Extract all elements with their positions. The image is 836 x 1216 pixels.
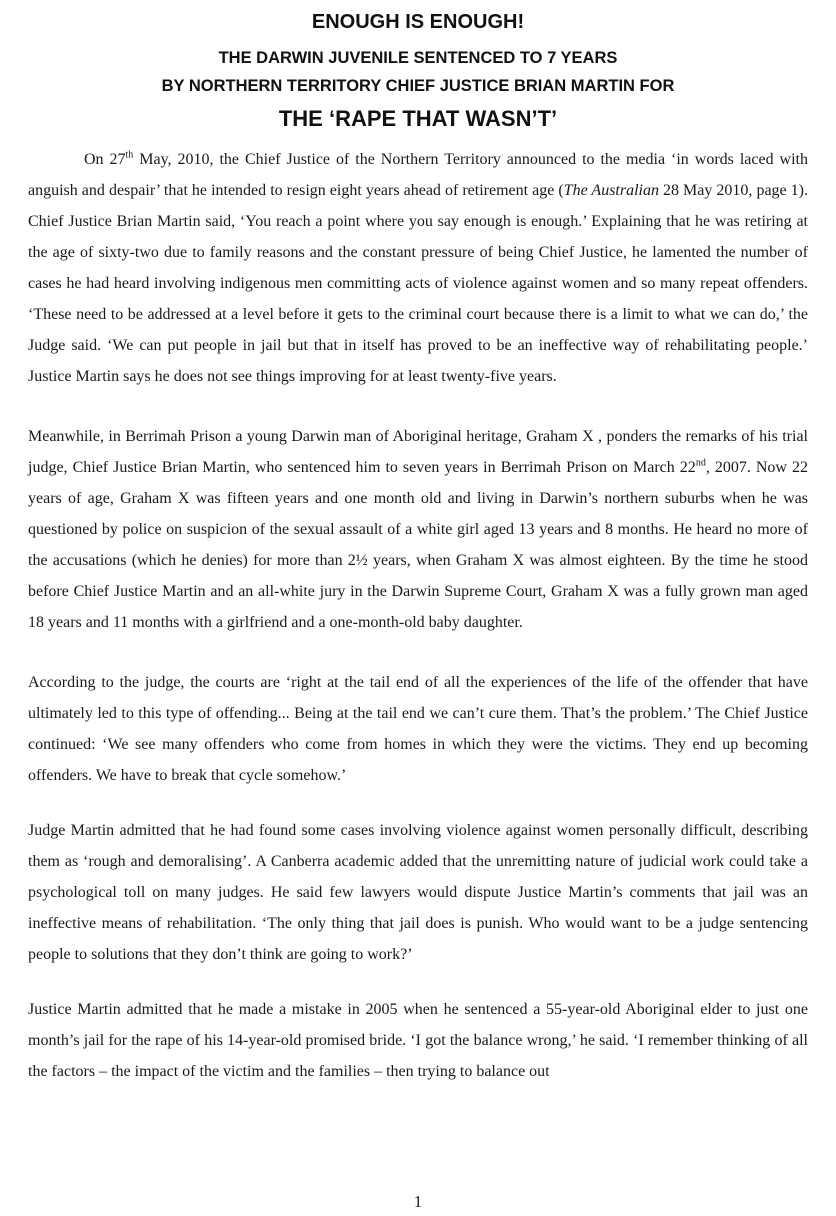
paragraph-2-text-b: , 2007. Now 22 years of age, Graham X was fifteen years and one month old and living in Darwin’s northern suburbs when he was questioned by police on suspicion of the sexual assault of a white girl aged 13 years and 8 months. He heard no more of the accusations (which he denies) for more than 2½ years, when Graham X was almost eighteen. By the time he stood before Chief Justice Martin and an all-white jury in the Darwin Supreme Court, Graham X was a fully grown man aged 18 years and 11 months with a girlfriend and a one-month-old baby daughter. — [28, 459, 808, 631]
document-subtitle-line-2: BY NORTHERN TERRITORY CHIEF JUSTICE BRIAN MARTIN FOR — [161, 77, 675, 95]
paragraph-1-text-c: 28 May 2010, page 1). Chief Justice Brian Martin said, ‘You reach a point where you say enough is enough.’ Explaining that he was retiring at the age of sixty-two due to family reasons and the constant pressure of being Chief Justice, he lamented the number of cases he had heard involving indigenous men committing acts of violence against women and so many repeat offenders. ‘These need to be addressed at a level before it gets to the criminal court because there is a limit to what we can do,’ the Judge said. ‘We can put people in jail but that in itself has proved to be an ineffective way of rehabilitating people.’ Justice Martin says he does not see things improving for at least twenty-five years. — [28, 182, 809, 385]
document-subtitle-line-1: THE DARWIN JUVENILE SENTENCED TO 7 YEARS — [218, 49, 618, 67]
paragraph-2-superscript: nd — [695, 457, 706, 469]
document-headline: THE ‘RAPE THAT WASN’T’ — [278, 106, 558, 131]
document-title: ENOUGH IS ENOUGH! — [311, 11, 525, 33]
paragraph-1-superscript: th — [125, 149, 134, 161]
paragraph-2-text-a: Meanwhile, in Berrimah Prison a young Darwin man of Aboriginal heritage, Graham X , ponders the remarks of his trial judge, Chief Justice Brian Martin, who sentenced him to seven years in Berrimah Prison on March 22 — [28, 428, 808, 476]
paragraph-1-publication-title: The Australian — [563, 182, 659, 199]
paragraph-4: Judge Martin admitted that he had found some cases involving violence against women personally difficult, describing them as ‘rough and demoralising’. A Canberra academic added that the unremitting nature of judicial work could take a psychological toll on many judges. He said few lawyers would dispute Justice Martin’s comments that jail was an ineffective means of rehabilitation. ‘The only thing that jail does is punish. Who would want to be a judge sentencing people to solutions that they don’t think are going to work?’ — [28, 822, 808, 963]
paragraph-2 — [28, 421, 808, 638]
paragraph-1 — [28, 144, 808, 392]
page-number: 1 — [413, 1192, 423, 1211]
paragraph-5: Justice Martin admitted that he made a mistake in 2005 when he sentenced a 55-year-old Aboriginal elder to just one month’s jail for the rape of his 14-year-old promised bride. ‘I got the balance wrong,’ he said. ‘I remember thinking of all the factors – the impact of the victim and the families – then trying to balance out — [28, 1001, 808, 1080]
paragraph-3: According to the judge, the courts are ‘right at the tail end of all the experiences of the life of the offender that have ultimately led to this type of offending... Being at the tail end we can’t cure them. That’s the problem.’ The Chief Justice continued: ‘We see many offenders who come from homes in which they were the victims. They end up becoming offenders. We have to break that cycle somehow.’ — [28, 674, 808, 784]
paragraph-1-text-b: May, 2010, the Chief Justice of the Northern Territory announced to the media ‘in words laced with anguish and despair’ that he intended to resign eight years ahead of retirement age ( — [28, 151, 808, 199]
paragraph-1-text-a: On 27 — [84, 151, 126, 168]
